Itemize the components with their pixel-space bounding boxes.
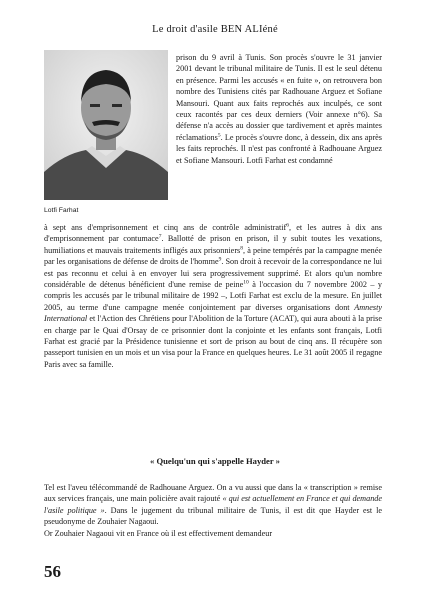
page-number: 56 bbox=[44, 562, 61, 581]
photo-caption: Lotfi Farhat bbox=[44, 207, 79, 214]
text-run: . Dans le jugement du tribunal militaire de Tunis, il est dit que Hayder est le pseudonyme de Zouhaier Nagaoui. bbox=[44, 505, 382, 527]
footnote-ref-6: 6 bbox=[286, 222, 289, 229]
portrait-photo bbox=[44, 50, 168, 200]
portrait-icon bbox=[44, 50, 168, 200]
footnote-ref-10: 10 bbox=[243, 279, 249, 286]
section-paragraph-text bbox=[44, 482, 382, 528]
main-paragraph bbox=[44, 222, 382, 370]
text-run: et l'Action des Chrétiens pour l'Abolition de la Torture (ACAT), qui aura abouti à la prise en charge par le Quai d'Orsay de ce prisonnier dont la conjointe et les enfants sont français, Lotfi Farhat est gracié par la Présidence tunisienne et sort de prison au bout de cinq ans. Il récupère son passeport tunisien en un mois et un visa pour la France en quelques heures. Le 31 août 2005 il regagne Paris avec sa famille. bbox=[44, 314, 382, 369]
section-paragraph-text: Or Zouhaier Nagaoui vit en France où il est effectivement demandeur bbox=[44, 528, 273, 538]
section-paragraph bbox=[44, 482, 382, 539]
footnote-ref-9: 9 bbox=[218, 256, 222, 263]
text-run: . Son droit à recevoir de la correspondance ne lui est pas reconnu et celui à en envoyer lui sera progressivement supprimé. Et alors qu'un nombre considérable de détenus bénéficient d'une remise de peine bbox=[44, 257, 382, 290]
column-paragraph-text bbox=[176, 52, 382, 166]
footnote-ref-7: 7 bbox=[158, 233, 162, 240]
italic-organization: Amnesty International bbox=[44, 302, 383, 324]
section-heading: « Quelqu'un qui s'appelle Hayder » bbox=[150, 456, 280, 466]
text-run: prison du 9 avril à Tunis. Son procès s'ouvre le 31 janvier 2001 devant le tribunal militaire de Tunis. Il est le seul détenu en présence. Parmi les accusés « en fuite », on retrouvera bon nombre des Tunisiens cités par Radhouane Arguez et Sofiane Mansouri. Quant aux faits reprochés aux inculpés, ce sont ceux racontés par ces deux derniers (Voir annexe n°6). Sa défense n'a accès au dossier que tardivement et après maintes réclamations bbox=[176, 53, 382, 142]
footnote-ref-8: 8 bbox=[240, 245, 243, 252]
text-run: à l'occasion du 7 novembre 2002 – y compris les accusés par le tribunal militaire de 1992 –, Lotfi Farhat est exclu de la mesure. En juillet 2005, au terme d'une campagne menée conjointement par diverses organisations dont bbox=[44, 280, 382, 312]
text-run: . Ballotté de prison en prison, il y subit toutes les vexations, humiliations et mauvais traitements infligés aux prisonniers bbox=[44, 234, 382, 255]
column-paragraph bbox=[176, 52, 382, 166]
main-paragraph-text bbox=[44, 222, 382, 370]
text-run: , et les autres à dix ans d'emprisonnement par contumace bbox=[44, 223, 382, 244]
text-run: à sept ans d'emprisonnement et cinq ans de contrôle administratif bbox=[44, 223, 287, 232]
footnote-ref-5: 5 bbox=[217, 132, 221, 139]
running-head: Le droit d'asile BEN ALIéné bbox=[152, 24, 278, 35]
text-run: . Le procès s'ouvre donc, à dessein, dix ans après les faits reprochés. Il n'est pas confronté à Radhouane Arguez et Sofiane Mansouri. Lotfi Farhat est condamné bbox=[176, 132, 382, 165]
italic-quote: « qui est actuellement en France et qui demande l'asile politique » bbox=[44, 494, 383, 515]
text-run: , à peine tempérés par la campagne menée par les organisations de défense de droits de l'homme bbox=[44, 245, 382, 267]
text-run: Tel est l'aveu télécommandé de Radhouane Arguez. On a vu aussi que dans la « transcription » remise aux services français, une main policière avait rajouté bbox=[44, 483, 382, 504]
